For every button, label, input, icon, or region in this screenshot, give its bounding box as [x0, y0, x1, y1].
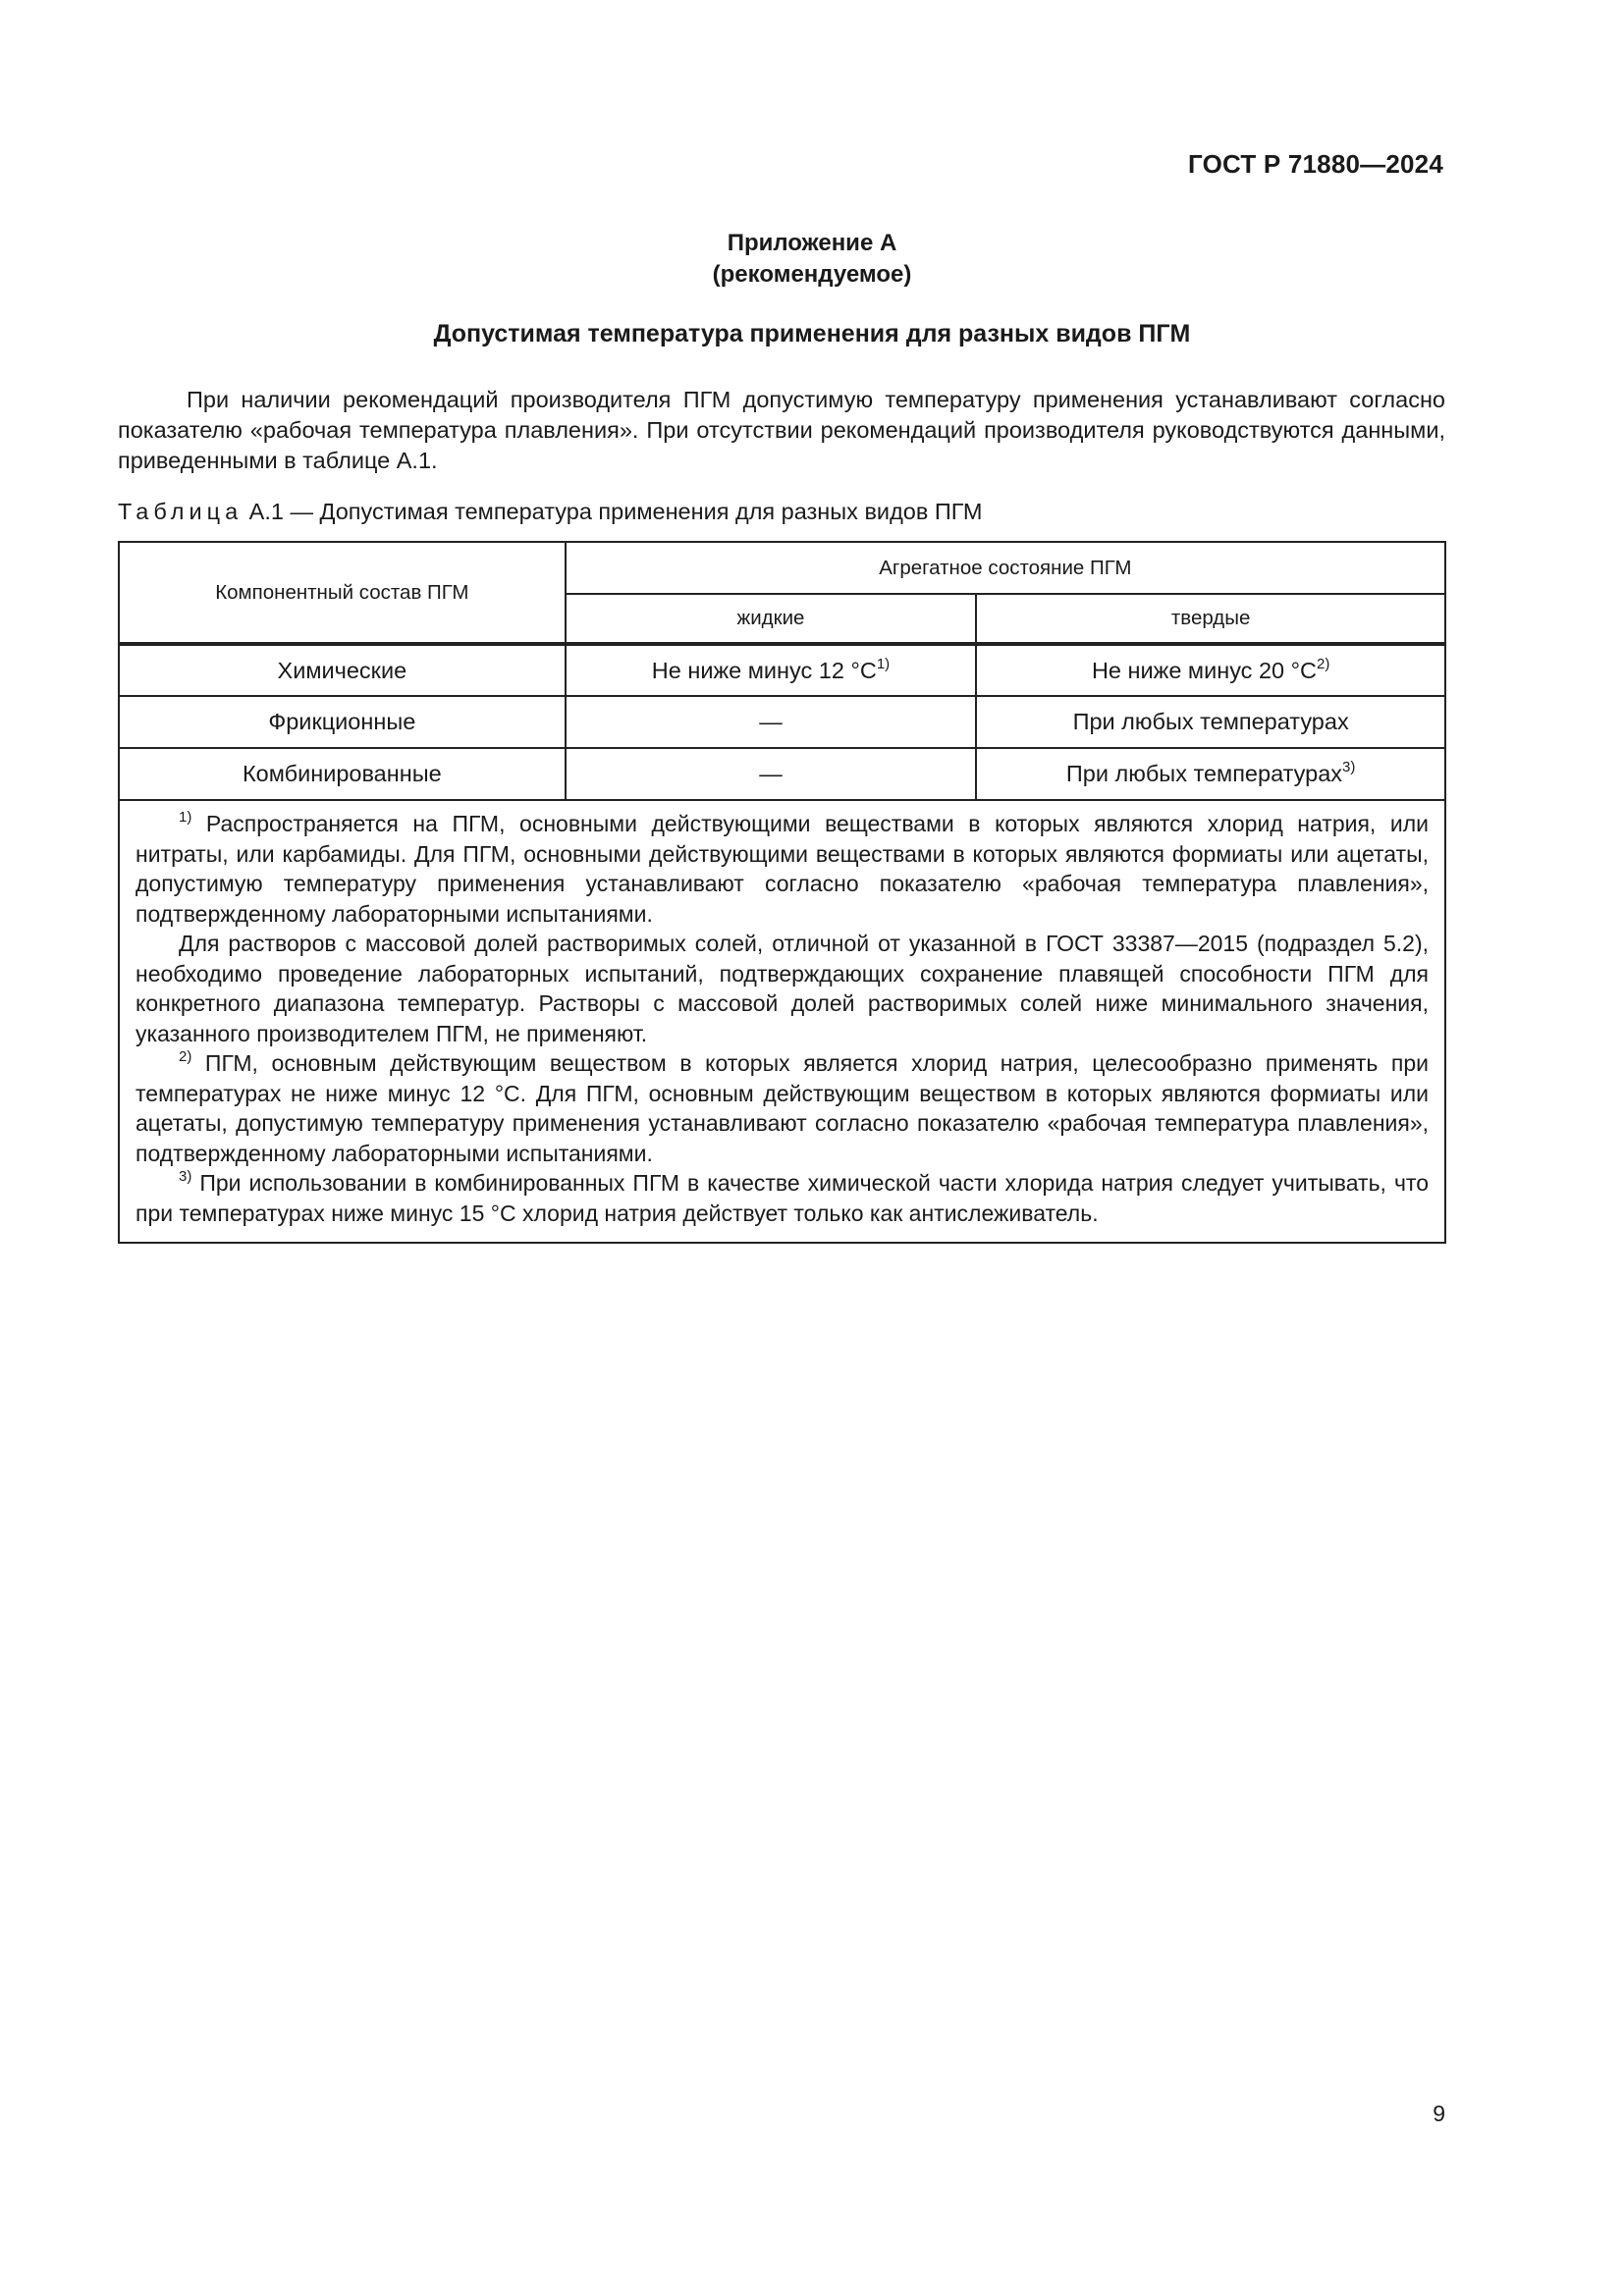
- footnote-marker: 3): [179, 1168, 192, 1185]
- header-aggregate: Агрегатное состояние ПГМ: [566, 542, 1445, 594]
- table-notes: [119, 800, 1445, 1243]
- temperature-table: [118, 541, 1446, 1244]
- cell-liquid-text: Не ниже минус 12 °С: [651, 657, 877, 683]
- footnote-marker: 2): [1317, 655, 1330, 672]
- appendix-heading: [0, 228, 1624, 291]
- note-text: При использовании в комбинированных ПГМ в качестве химической части хлорида натрия следует учитывать, что при температурах ниже минус 15 °С хлорид натрия действует только как антислеживатель.: [135, 1170, 1429, 1226]
- table-notes-row: [119, 800, 1445, 1243]
- table-note: [135, 1048, 1429, 1168]
- header-liquid: жидкие: [566, 594, 977, 644]
- appendix-title: Приложение А: [727, 230, 897, 256]
- cell-component: Комбинированные: [119, 748, 566, 800]
- cell-solid: При любых температурах: [976, 696, 1445, 748]
- cell-solid-text: При любых температурах: [1065, 761, 1343, 786]
- cell-solid: [976, 748, 1445, 800]
- header-component: Компонентный состав ПГМ: [119, 542, 566, 644]
- cell-liquid: [566, 644, 977, 696]
- table-caption-label: Таблица: [118, 499, 244, 524]
- table-note: [135, 929, 1429, 1048]
- footnote-marker: 1): [179, 809, 192, 826]
- cell-solid-text: Не ниже минус 20 °С: [1091, 657, 1317, 683]
- document-code: ГОСТ Р 71880—2024: [1188, 149, 1443, 179]
- table-row: [119, 644, 1445, 696]
- section-title: Допустимая температура применения для разных видов ПГМ: [433, 320, 1191, 347]
- table-header-row: [119, 542, 1445, 594]
- table-caption: [118, 499, 983, 525]
- note-text: Для растворов с массовой долей растворимых солей, отличной от указанной в ГОСТ 33387—2015 (подраздел 5.2), необходимо проведение лабораторных испытаний, подтверждающих сохранение плавящей способности ПГМ для конкретного диапазона температур. Растворы с массовой долей растворимых солей ниже минимального значения, указанного производителем ПГМ, не применяют.: [135, 931, 1429, 1046]
- footnote-marker: 2): [179, 1048, 192, 1065]
- table-note: [135, 809, 1429, 929]
- cell-solid: [976, 644, 1445, 696]
- note-text: Распространяется на ПГМ, основными действующими веществами в которых являются хлорид натрия, или нитраты, или карбамиды. Для ПГМ, основными действующими веществами в которых являются формиаты или ацетаты, допустимую температуру применения устанавливают согласно показателю «рабочая температура плавления», подтвержденному лабораторными испытаниями.: [135, 811, 1429, 927]
- table-row: [119, 748, 1445, 800]
- cell-component: Химические: [119, 644, 566, 696]
- cell-component: Фрикционные: [119, 696, 566, 748]
- header-solid: твердые: [976, 594, 1445, 644]
- note-text: ПГМ, основным действующим веществом в которых является хлорид натрия, целесообразно применять при температурах не ниже минус 12 °С. Для ПГМ, основным действующим веществом в которых являются формиаты или ацетаты, допустимую температуру применения устанавливают согласно показателю «рабочая температура плавления», подтвержденному лабораторными испытаниями.: [135, 1050, 1429, 1166]
- footnote-marker: 1): [876, 655, 891, 672]
- intro-paragraph: При наличии рекомендаций производителя ПГМ допустимую температуру применения устанавливают согласно показателю «рабочая температура плавления». При отсутствии рекомендаций производителя руководствуются данными, приведенными в таблице А.1.: [118, 387, 1445, 473]
- table-row: [119, 696, 1445, 748]
- page-number: 9: [1433, 2101, 1445, 2126]
- table-caption-text: А.1 — Допустимая температура применения для разных видов ПГМ: [243, 499, 983, 524]
- cell-liquid: —: [566, 748, 977, 800]
- table-note: [135, 1168, 1429, 1228]
- cell-liquid: —: [566, 696, 977, 748]
- appendix-subtitle: (рекомендуемое): [712, 261, 912, 288]
- footnote-marker: 3): [1342, 759, 1356, 775]
